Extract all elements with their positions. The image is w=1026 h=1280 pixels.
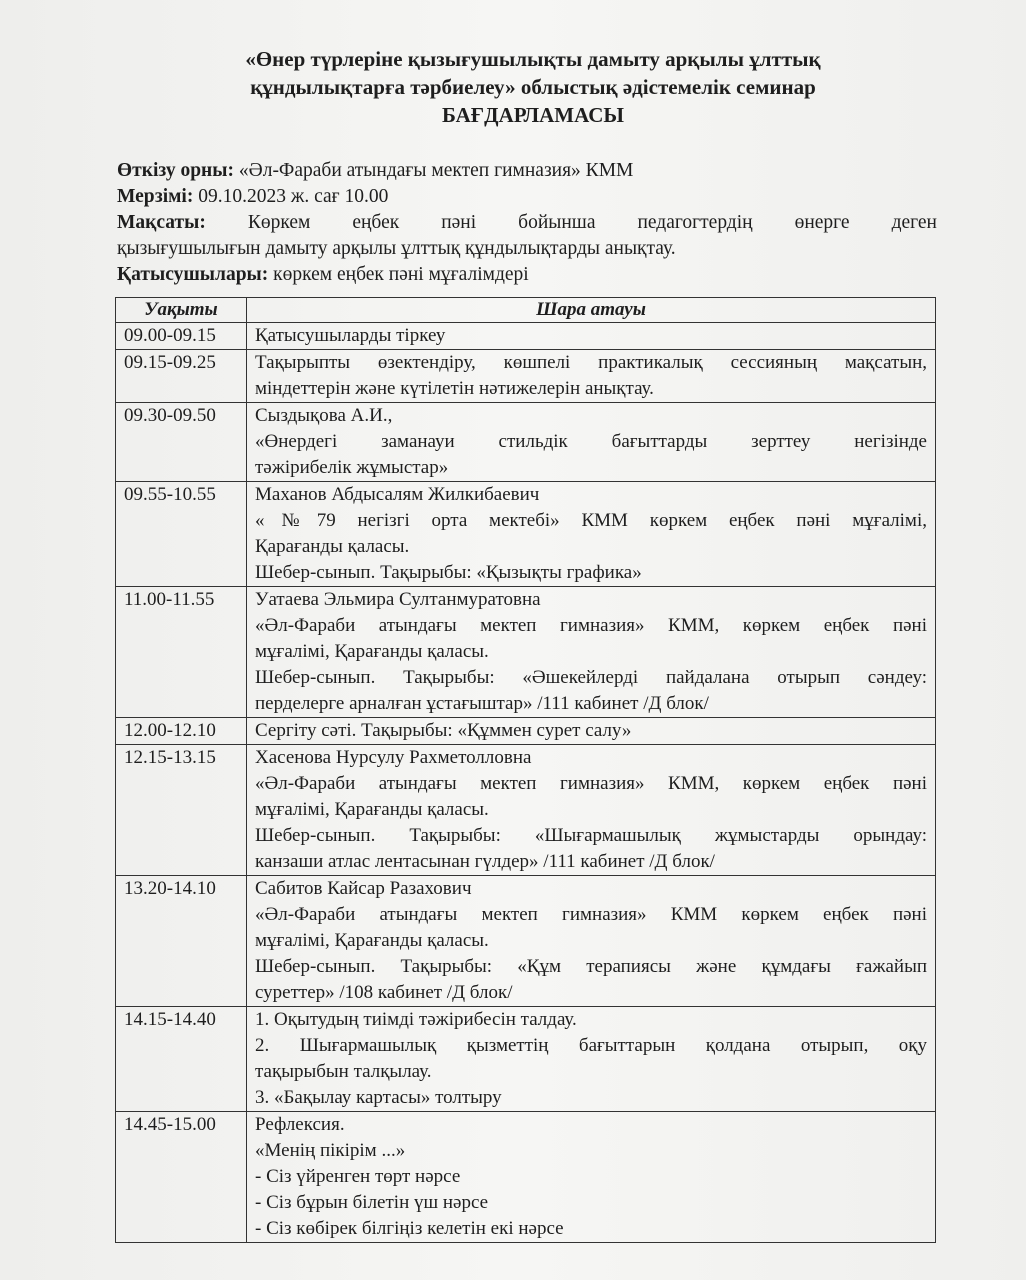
event-line: міндеттерін және күтілетін нәтижелерін анықтау. [255,378,654,399]
event-line: канзаши атлас лентасынан гүлдер» /111 кабинет /Д блок/ [255,851,715,872]
event-line: «Менің пікірім ...» [255,1140,406,1161]
event-line: «Әл-Фараби атындағы мектеп гимназия» КММ, көркем еңбек пәні [255,773,927,794]
table-row [116,745,936,876]
event-line: 1. Оқытудың тиімді тәжірибесін талдау. [255,1009,577,1030]
event-line: Уатаева Эльмира Султанмуратовна [255,589,541,610]
goal-line-2: қызығушылығын дамыту арқылы ұлттық құндылықтарды анықтау. [117,238,676,259]
date-value: 09.10.2023 ж. сағ 10.00 [193,186,389,207]
event-cell [247,323,936,350]
time-cell: 12.15-13.15 [116,745,247,876]
venue-value: «Әл-Фараби атындағы мектеп гимназия» КММ [234,160,634,181]
time-cell: 09.55-10.55 [116,482,247,587]
goal-label: Мақсаты: [117,212,206,233]
event-line: Шебер-сынып. Тақырыбы: «Әшекейлерді пайдалана отырып сәндеу: [255,667,927,688]
header-time: Уақыты [116,298,247,323]
table-row [116,1007,936,1112]
date-line [117,184,937,210]
event-cell [247,403,936,482]
time-cell: 09.15-09.25 [116,350,247,403]
title-line: құндылықтарға тәрбиелеу» облыстық әдістемелік семинар [250,75,816,99]
table-row [116,482,936,587]
participants-line [117,262,937,288]
event-line: - Сіз көбірек білгіңіз келетін екі нәрсе [255,1218,564,1239]
title-line: БАҒДАРЛАМАСЫ [442,103,624,127]
event-line: мұғалімі, Қарағанды қаласы. [255,799,489,820]
event-line: тәжірибелік жұмыстар» [255,457,449,478]
participants-value: көркем еңбек пәні мұғалімдері [268,264,529,285]
event-line: мұғалімі, Қарағанды қаласы. [255,641,489,662]
event-cell [247,876,936,1007]
table-row [116,350,936,403]
goal-line [117,210,937,236]
event-cell [247,1112,936,1243]
event-cell [247,587,936,718]
event-line: Рефлексия. [255,1114,345,1135]
event-line: тақырыбын талқылау. [255,1061,432,1082]
event-cell [247,1007,936,1112]
table-row [116,403,936,482]
event-line: Қарағанды қаласы. [255,536,410,557]
participants-label: Қатысушылары: [117,264,269,285]
event-line: Маханов Абдысалям Жилкибаевич [255,484,540,505]
schedule-table [115,297,936,1243]
event-cell [247,350,936,403]
document-title [0,45,1026,129]
table-row [116,718,936,745]
event-line: Шебер-сынып. Тақырыбы: «Шығармашылық жұмыстарды орындау: [255,825,927,846]
date-label: Мерзімі: [117,186,194,207]
event-line: - Сіз үйренген төрт нәрсе [255,1166,461,1187]
time-cell: 14.15-14.40 [116,1007,247,1112]
event-line: суреттер» /108 кабинет /Д блок/ [255,982,513,1003]
venue-line [117,158,937,184]
event-line: «№79 негізгі орта мектебі» КММ көркем еңбек пәні мұғалімі, [255,510,927,531]
seminar-info [117,158,937,288]
time-cell: 11.00-11.55 [116,587,247,718]
table-header-row [116,298,936,323]
time-cell: 12.00-12.10 [116,718,247,745]
table-row [116,1112,936,1243]
goal-value: Көркем еңбек пәні бойынша педагогтердің өнерге деген [205,212,937,233]
time-cell: 09.30-09.50 [116,403,247,482]
event-line: мұғалімі, Қарағанды қаласы. [255,930,489,951]
time-cell: 14.45-15.00 [116,1112,247,1243]
venue-label: Өткізу орны: [117,160,234,181]
event-line: Хасенова Нурсулу Рахметолловна [255,747,532,768]
event-line: Қатысушыларды тіркеу [255,325,446,346]
event-line: Шебер-сынып. Тақырыбы: «Қызықты графика» [255,562,642,583]
event-line: Сабитов Кайсар Разахович [255,878,472,899]
table-row [116,323,936,350]
event-line: 3. «Бақылау картасы» толтыру [255,1087,502,1108]
event-line: «Әл-Фараби атындағы мектеп гимназия» КММ көркем еңбек пәні [255,904,927,925]
event-line: «Өнердегі заманауи стильдік бағыттарды зерттеу негізінде [255,431,927,452]
table-row [116,876,936,1007]
event-line: перделерге арналған ұстағыштар» /111 кабинет /Д блок/ [255,693,709,714]
event-cell [247,718,936,745]
event-line: Шебер-сынып. Тақырыбы: «Құм терапиясы және құмдағы ғажайып [255,956,927,977]
event-cell [247,745,936,876]
event-line: - Сіз бұрын білетін үш нәрсе [255,1192,489,1213]
event-cell [247,482,936,587]
event-line: Сергіту сәті. Тақырыбы: «Құммен сурет салу» [255,720,632,741]
event-line: 2. Шығармашылық қызметтің бағыттарын қолдана отырып, оқу [255,1035,927,1056]
title-line: «Өнер түрлеріне қызығушылықты дамыту арқылы ұлттық [245,47,821,71]
time-cell: 09.00-09.15 [116,323,247,350]
header-event: Шара атауы [247,298,936,323]
event-line: «Әл-Фараби атындағы мектеп гимназия» КММ, көркем еңбек пәні [255,615,927,636]
table-row [116,587,936,718]
event-line: Тақырыпты өзектендіру, көшпелі практикалық сессияның мақсатын, [255,352,927,373]
time-cell: 13.20-14.10 [116,876,247,1007]
event-line: Сыздықова А.И., [255,405,393,426]
